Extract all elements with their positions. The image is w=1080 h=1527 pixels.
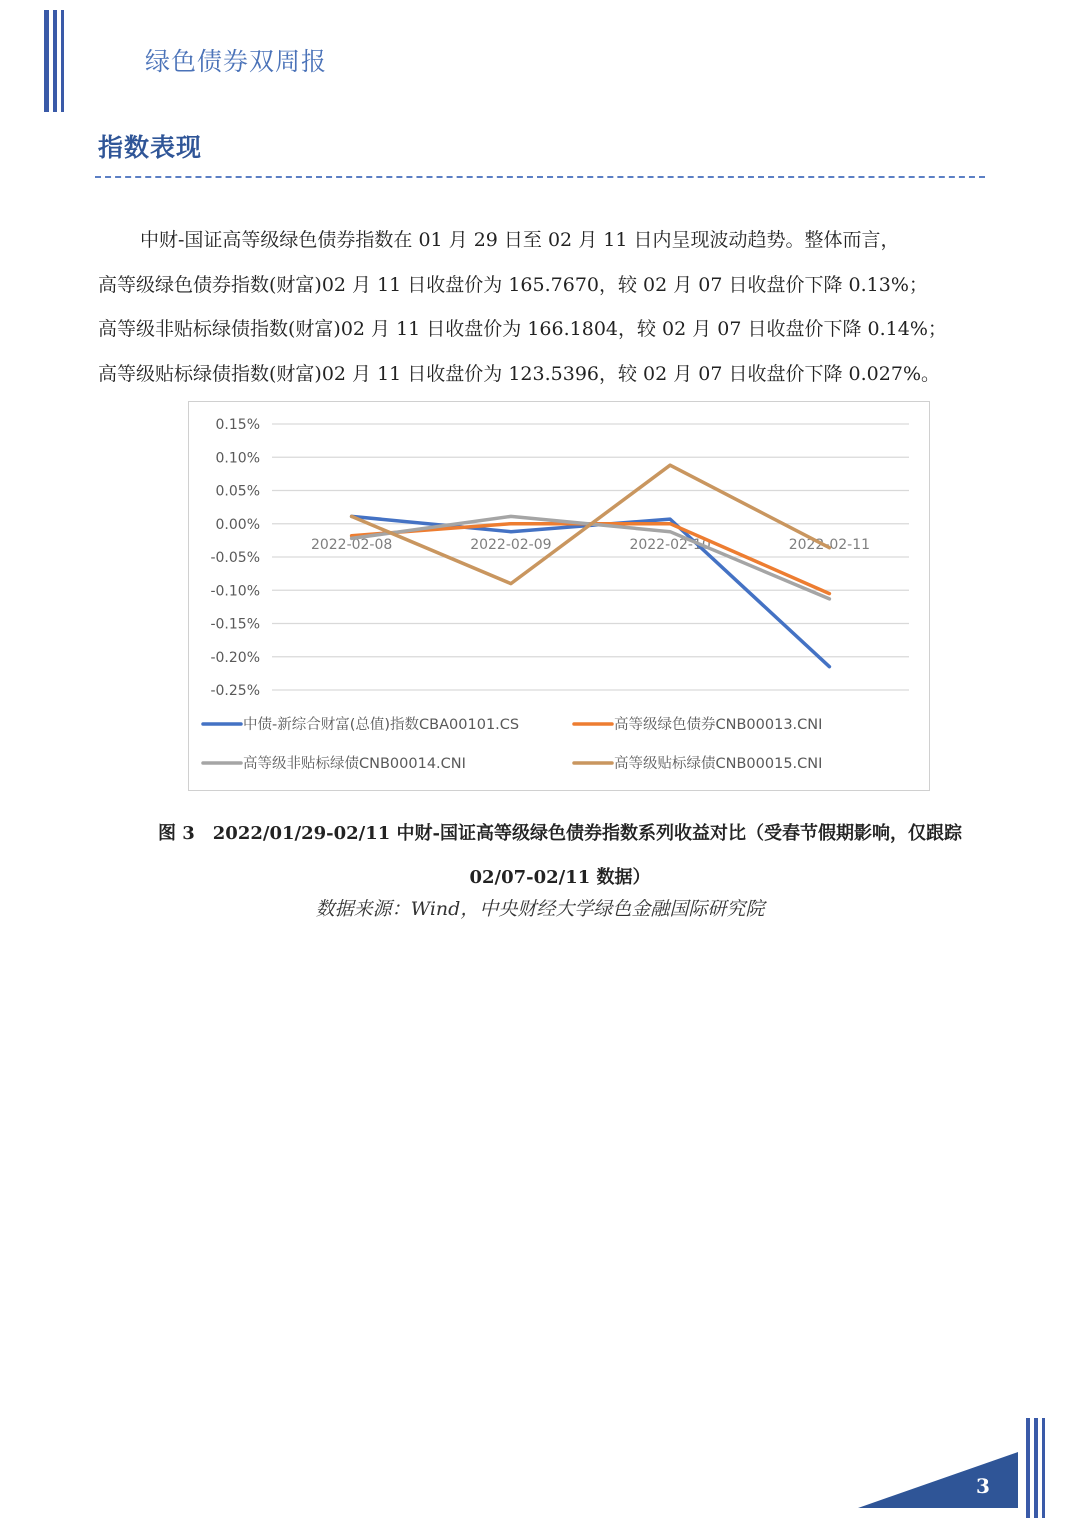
- legend-label: 高等级绿色债券CNB00013.CNI: [614, 717, 823, 733]
- line-chart-svg: [189, 402, 929, 790]
- body-line: 高等级非贴标绿债指数(财富)02 月 11 日收盘价为 166.1804，较 02 月 07 日收盘价下降 0.14%；: [98, 318, 947, 340]
- y-tick-label: -0.05%: [210, 550, 260, 566]
- y-tick-label: 0.05%: [215, 483, 260, 500]
- x-tick-label: 2022-02-09: [470, 536, 552, 553]
- body-paragraph: [98, 218, 978, 396]
- y-tick-label: -0.20%: [210, 649, 260, 666]
- y-tick-label: 0.00%: [215, 516, 260, 533]
- header-decoration-bars: [44, 10, 64, 112]
- x-tick-label: 2022-02-08: [310, 536, 393, 553]
- y-tick-label: -0.15%: [210, 616, 260, 633]
- figure-caption-line: 图 3 2022/01/29-02/11 中财-国证高等级绿色债券指数系列收益对比（受春节假期影响，仅跟踪: [157, 823, 962, 844]
- body-line: 高等级绿色债券指数(财富)02 月 11 日收盘价为 165.7670，较 02 月 07 日收盘价下降 0.13%；: [98, 273, 928, 296]
- y-tick-label: 0.15%: [215, 417, 260, 433]
- legend-label: 高等级非贴标绿债CNB00014.CNI: [243, 756, 466, 772]
- legend-label: 高等级贴标绿债CNB00015.CNI: [614, 756, 823, 772]
- report-title: 绿色债券双周报: [145, 47, 328, 76]
- legend-label: 中债-新综合财富(总值)指数CBA00101.CS: [243, 717, 520, 733]
- series-line: [352, 524, 830, 594]
- x-tick-label: 2022-02-10: [629, 536, 711, 553]
- x-tick-label: 2022-02-11: [788, 536, 871, 553]
- y-tick-label: -0.10%: [210, 583, 260, 600]
- y-tick-label: 0.10%: [215, 450, 260, 467]
- source-note: 数据来源：Wind，中央财经大学绿色金融国际研究院: [315, 898, 765, 920]
- figure-caption-line: 02/07-02/11 数据）: [469, 867, 651, 888]
- footer-decoration-bars: [1026, 1418, 1045, 1518]
- body-line: 高等级贴标绿债指数(财富)02 月 11 日收盘价为 123.5396，较 02 月 07 日收盘价下降 0.027%。: [98, 362, 940, 385]
- figure-caption: [130, 812, 990, 900]
- y-tick-label: -0.25%: [210, 683, 260, 699]
- line-chart: [188, 401, 930, 791]
- body-line: 中财-国证高等级绿色债券指数在 01 月 29 日至 02 月 11 日内呈现波动趋势。整体而言，: [140, 229, 900, 251]
- section-divider: [95, 176, 985, 178]
- page-number: 3: [976, 1474, 990, 1498]
- series-line: [352, 516, 830, 599]
- series-line: [352, 516, 830, 666]
- section-title: 指数表现: [98, 133, 203, 162]
